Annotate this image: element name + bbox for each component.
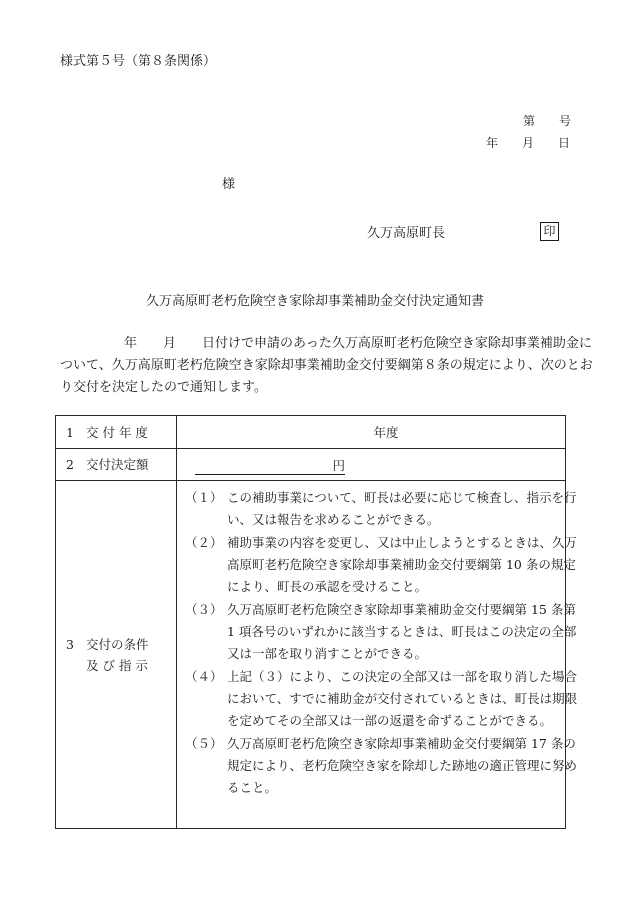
conditions-list — [177, 481, 578, 829]
document-title: 久万高原町老朽危険空き家除却事業補助金交付決定通知書 — [145, 294, 484, 309]
condition-item — [185, 599, 577, 665]
condition-line: により、町長の承認を受けること。 — [227, 579, 428, 594]
condition-line: 補助事業の内容を変更し、又は中止しようとするときは、久万 — [227, 535, 578, 550]
condition-item — [185, 666, 578, 732]
grant-amount-label-cell — [56, 449, 177, 481]
grant-amount-label: 交付決定額 — [86, 457, 149, 472]
condition-index: （２） — [185, 535, 223, 550]
table-row — [56, 449, 566, 481]
row-number: 1 — [66, 424, 74, 440]
fiscal-year-label-cell — [56, 416, 177, 449]
seal-stamp: 印 — [540, 222, 559, 241]
body-line: り交付を決定したので通知します。 — [60, 380, 267, 395]
row-number: 2 — [66, 457, 74, 472]
body-line: ついて、久万高原町老朽危険空き家除却事業補助金交付要綱第８条の規定により、次のとお — [60, 358, 593, 373]
condition-line: を定めてその全部又は一部の返還を命ずることができる。 — [227, 713, 553, 728]
condition-line: ること。 — [227, 780, 278, 795]
condition-index: （４） — [185, 669, 223, 684]
conditions-label-line2: 及 び 指 示 — [86, 657, 148, 673]
condition-line: い、又は報告を求めることができる。 — [227, 512, 440, 527]
document-number: 第 号 — [523, 114, 572, 128]
condition-line: この補助事業について、町長は必要に応じて検査し、指示を行 — [227, 490, 577, 505]
issue-date: 年 月 日 — [486, 136, 571, 150]
addressee-suffix: 様 — [222, 177, 236, 192]
condition-line: 又は一部を取り消すことができる。 — [227, 646, 428, 661]
condition-index: （３） — [185, 602, 223, 617]
condition-line: 高原町老朽危険空き家除却事業補助金交付要綱第 10 条の規定 — [227, 557, 576, 572]
grant-amount-value: 円 — [195, 458, 345, 475]
body-line: 年 月 日付けで申請のあった久万高原町老朽危険空き家除却事業補助金に — [124, 336, 592, 351]
condition-index: （１） — [185, 490, 223, 505]
issuer-name: 久万高原町長 — [367, 226, 446, 241]
conditions-label-line1: 交付の条件 — [86, 636, 149, 652]
row-number: 3 — [66, 636, 74, 652]
condition-line: 1 項各号のいずれかに該当するときは、町長はこの決定の全部 — [227, 624, 577, 639]
conditions-label-cell — [56, 481, 177, 829]
condition-line: 上記（３）により、この決定の全部又は一部を取り消した場合 — [227, 669, 578, 684]
condition-line: において、すでに補助金が交付されているときは、町長は期限 — [227, 691, 578, 706]
table-row — [56, 481, 566, 829]
condition-line: 久万高原町老朽危険空き家除却事業補助金交付要綱第 17 条の — [227, 736, 576, 751]
fiscal-year-value: 年度 — [177, 416, 566, 449]
condition-item — [185, 733, 578, 799]
condition-item — [185, 532, 578, 598]
fiscal-year-label: 交 付 年 度 — [86, 424, 148, 440]
condition-index: （５） — [185, 736, 223, 751]
condition-line: 規定により、老朽危険空き家を除却した跡地の適正管理に努め — [227, 758, 578, 773]
condition-line: 久万高原町老朽危険空き家除却事業補助金交付要綱第 15 条第 — [227, 602, 576, 617]
table-row — [56, 416, 566, 449]
condition-item — [185, 487, 577, 531]
notice-body — [60, 333, 593, 399]
decision-table — [55, 415, 578, 829]
form-number: 様式第５号（第８条関係） — [60, 54, 217, 69]
grant-amount-cell — [177, 449, 566, 481]
